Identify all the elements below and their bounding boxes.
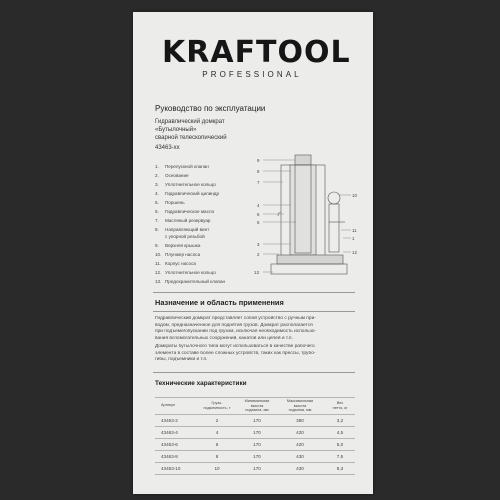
table-cell: 43463-8 (161, 454, 178, 459)
diagram-label: 9 (257, 158, 260, 163)
purpose-paragraph-1: Гидравлический домкрат представляет собой устройство с ручным при- водом, предназначенное для поднятия грузов. Домкрат располагается при подъеме/опускании под грузом, исключая необходимость использо- вания вспомогательных сооружений, канатов или цепей и т.п. (155, 316, 317, 341)
legend-item: 3. Уплотнительное кольцо (155, 182, 216, 187)
diagram-label: 4 (257, 203, 260, 208)
table-cell: 10 (214, 466, 220, 471)
purpose-paragraph-2: Домкраты бутылочного типа могут использоваться в качестве рабочего элемента в составе более сложных устройств, таких как прессы, трубо- гибы, подъемники и т.п. (155, 344, 316, 363)
legend-item: 8. Направляющий винт (155, 227, 210, 232)
table-cell: 170 (253, 454, 261, 459)
product-line-1: Гидравлический домкрат (155, 119, 225, 125)
diagram-label: 10 (352, 193, 357, 198)
brand-tagline: PROFESSIONAL (202, 70, 302, 79)
table-cell: 5,0 (336, 442, 344, 447)
diagram-label: 7 (257, 180, 260, 185)
table-cell: 4,5 (336, 430, 344, 435)
table-cell: 170 (253, 442, 261, 447)
table-header: Артикул (161, 403, 176, 407)
manual-page (133, 12, 373, 494)
table-cell: 3,2 (336, 418, 344, 423)
product-line-3: сварной телескопический (155, 135, 227, 141)
diagram-label: 1 (352, 236, 355, 241)
diagram-label: 3 (257, 242, 260, 247)
section-title-purpose: Назначение и область применения (155, 298, 284, 307)
table-cell: 43463-4 (161, 430, 178, 435)
diagram-label: 2 (257, 252, 260, 257)
jack-diagram (251, 152, 361, 292)
table-cell: 420 (296, 430, 304, 435)
legend-item: 9. Верхняя крышка (155, 243, 201, 248)
diagram-label: 11 (352, 228, 357, 233)
table-cell: 6 (215, 442, 219, 447)
legend-item: 6. Гидравлическое масло (155, 209, 215, 214)
manual-title: Руководство по эксплуатации (155, 104, 266, 113)
table-cell: 2 (215, 418, 219, 423)
table-cell: 8,3 (336, 466, 344, 471)
legend-item: 1. Перепускной клапан (155, 164, 209, 169)
diagram-label: 6 (257, 212, 260, 217)
diagram-label: 5 (257, 220, 260, 225)
brand-logo: KRAFTOOL (162, 35, 351, 70)
table-header: Вес нетто, кг (332, 401, 348, 410)
table-cell: 170 (253, 430, 261, 435)
table-cell: 170 (253, 466, 261, 471)
legend-item: 2. Основание (155, 173, 189, 178)
table-cell: 430 (296, 454, 304, 459)
legend-item: 12. Уплотнительное кольцо (155, 270, 216, 275)
legend-item: 10. Плунжер насоса (155, 252, 201, 257)
table-header: Максимальная высота подъема, мм (286, 399, 314, 413)
diagram-label: 8 (257, 169, 260, 174)
section-title-specs: Технические характеристики (155, 380, 247, 387)
table-header: Минимальная высота подхвата, мм (244, 399, 270, 413)
table-cell: 4 (215, 430, 219, 435)
table-cell: 43463-2 (161, 418, 178, 423)
table-cell: 43463-6 (161, 442, 178, 447)
legend-item: 7. Масляный резервуар (155, 218, 211, 223)
legend-item: с упорной резьбой (165, 234, 205, 239)
table-cell: 8 (215, 454, 219, 459)
table-cell: 170 (253, 418, 261, 423)
product-line-2: «Бутылочный» (155, 127, 197, 133)
section-divider (153, 292, 355, 293)
diagram-label: 12 (352, 250, 357, 255)
section-divider (153, 372, 355, 373)
legend-item: 4. Гидравлический цилиндр (155, 191, 220, 196)
table-cell: 430 (296, 466, 304, 471)
section-divider (153, 311, 355, 312)
product-article: 43463-xx (155, 145, 180, 151)
table-cell: 420 (296, 442, 304, 447)
table-cell: 380 (296, 418, 304, 423)
diagram-label: 13 (254, 270, 259, 275)
legend-item: 13. Предохранительный клапан (155, 279, 226, 284)
legend-item: 5. Поршень (155, 200, 185, 205)
table-header: Грузо- подъемность, т (203, 401, 231, 410)
table-cell: 7,5 (336, 454, 344, 459)
table-cell: 43463-10 (161, 466, 181, 471)
legend-item: 11. Корпус насоса (155, 261, 196, 266)
